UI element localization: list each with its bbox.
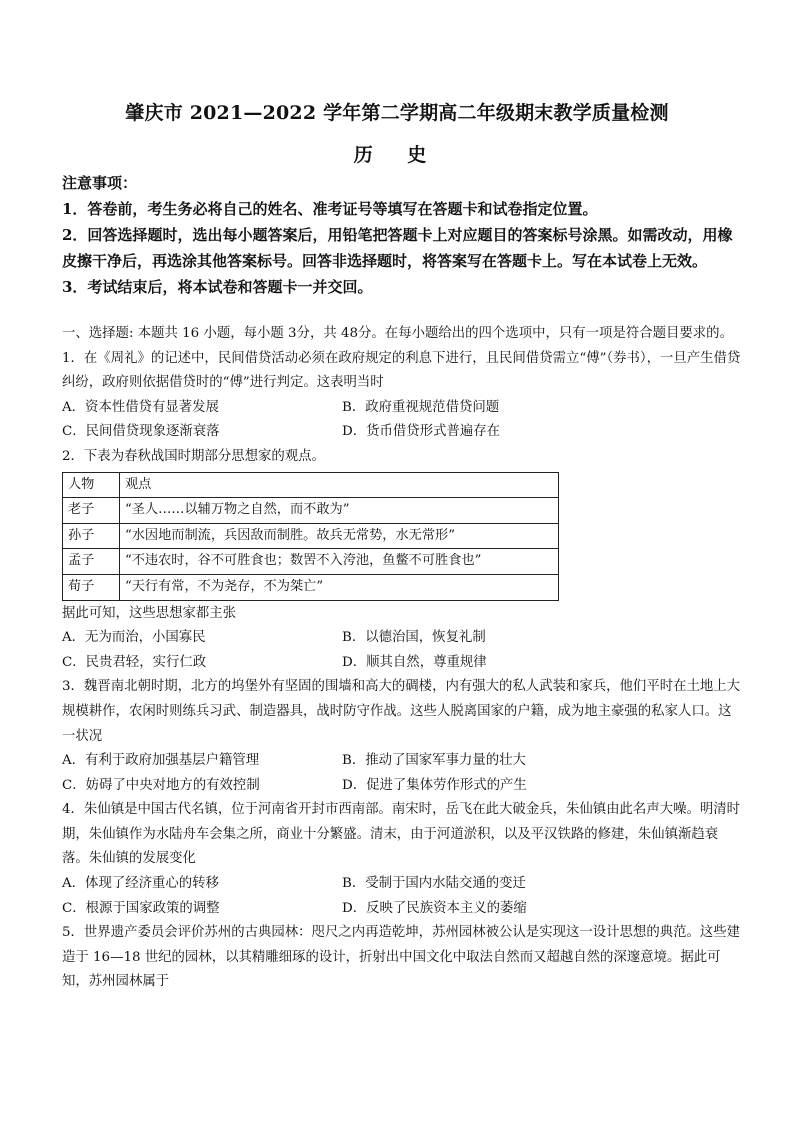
option: C．根源于国家政策的调整 (62, 900, 220, 916)
table-cell: “不违农时，谷不可胜食也；数罟不入洿池，鱼鳖不可胜食也” (120, 549, 559, 575)
table-cell: “水因地而制流，兵因敌而制胜。故兵无常势，水无常形” (120, 523, 559, 549)
table-cell: “圣人……以辅万物之自然，而不敢为” (120, 498, 559, 524)
option: B．政府重视规范借贷问题 (342, 399, 500, 415)
option: A．有利于政府加强基层户籍管理 (62, 753, 260, 769)
option: D．货币借贷形式普遍存在 (342, 424, 501, 440)
table-cell: “天行有常，不为尧存，不为桀亡” (120, 574, 559, 600)
options-grid (62, 872, 742, 921)
table-header-cell: 观点 (120, 472, 559, 498)
option: C．民贵君轻，实行仁政 (62, 654, 207, 670)
note-item: 3．考试结束后，将本试卷和答题卡一并交回。 (62, 278, 373, 296)
questions-body (62, 322, 742, 995)
table-row (63, 574, 559, 600)
section-intro: 一、选择题: 本题共 16 小题，每小题 3分，共 48分。在每小题给出的四个选项中，只有一项是符合题目要求的。 (62, 326, 733, 341)
table-cell: 孙子 (63, 523, 120, 549)
notes-block (62, 170, 742, 300)
option: D．促进了集体劳作形式的产生 (342, 777, 527, 793)
option: A．体现了经济重心的转移 (62, 876, 219, 892)
table-row (63, 523, 559, 549)
exam-title: 肇庆市 2021—2022 学年第二学期高二年级期末教学质量检测 (125, 102, 669, 124)
options-grid (62, 396, 742, 445)
option: A．无为而治，小国寡民 (62, 630, 206, 646)
option: B．受制于国内水陆交通的变迁 (342, 876, 526, 892)
note-item: 1．答卷前，考生务必将自己的姓名、准考证号等填写在答题卡和试卷指定位置。 (62, 200, 598, 218)
option: C．民间借贷现象逐渐衰落 (62, 424, 220, 440)
subject-title: 历 史 (353, 144, 441, 166)
table-header-row (63, 472, 559, 498)
options-grid (62, 626, 742, 675)
note-item: 2．回答选择题时，选出每小题答案后，用铅笔把答题卡上对应题目的答案标号涂黑。如需改动，用橡皮擦干净后，再选涂其他答案标号。回答非选择题时，将答案写在答题卡上。写在本试卷上无效。 (62, 226, 733, 270)
option: D．顺其自然，尊重规律 (342, 654, 487, 670)
table-row (63, 549, 559, 575)
table-cell: 荀子 (63, 574, 120, 600)
table-cell: 孟子 (63, 549, 120, 575)
table-row (63, 498, 559, 524)
option: A．资本性借贷有显著发展 (62, 399, 219, 415)
thinkers-table (62, 472, 559, 601)
question-stem: 1．在《周礼》的记述中，民间借贷活动必须在政府规定的利息下进行，且民间借贷需立“傅”（券书），一旦产生借贷纠纷，政府则依据借贷时的“傅”进行判定。这表明当时 (62, 350, 741, 391)
table-cell: 老子 (63, 498, 120, 524)
option: B．以德治国，恢复礼制 (342, 630, 486, 646)
option: C．妨碍了中央对地方的有效控制 (62, 777, 260, 793)
question-stem: 5．世界遗产委员会评价苏州的古典园林：咫尺之内再造乾坤，苏州园林被公认是实现这一设计思想的典范。这些建造于 16—18 世纪的园林，以其精雕细琢的设计，折射出中国文化中取法自然而又超越自然的深邃意境。据此可知，苏州园林属于 (62, 925, 741, 990)
options-grid (62, 749, 742, 798)
question-followup: 据此可知，这些思想家都主张 (62, 605, 237, 621)
option: D．反映了民族资本主义的萎缩 (342, 900, 527, 916)
option: B．推动了国家军事力量的壮大 (342, 753, 526, 769)
table-header-cell: 人物 (63, 472, 120, 498)
question-stem: 3．魏晋南北朝时期，北方的坞堡外有坚固的围墙和高大的碉楼，内有强大的私人武装和家兵，他们平时在土地上大规模耕作，农闲时则练兵习武、制造器具，战时防守作战。这些人脱离国家的户籍，成为地主豪强的私家人口。这一状况 (62, 679, 741, 744)
question-stem: 2．下表为春秋战国时期部分思想家的观点。 (62, 448, 325, 464)
question-stem: 4．朱仙镇是中国古代名镇，位于河南省开封市西南部。南宋时，岳飞在此大破金兵，朱仙镇由此名声大噪。明清时期，朱仙镇作为水陆舟车会集之所，商业十分繁盛。清末，由于河道淤积，以及平汉铁路的修建，朱仙镇渐趋衰落。朱仙镇的发展变化 (62, 802, 741, 867)
notes-heading: 注意事项： (62, 174, 138, 192)
